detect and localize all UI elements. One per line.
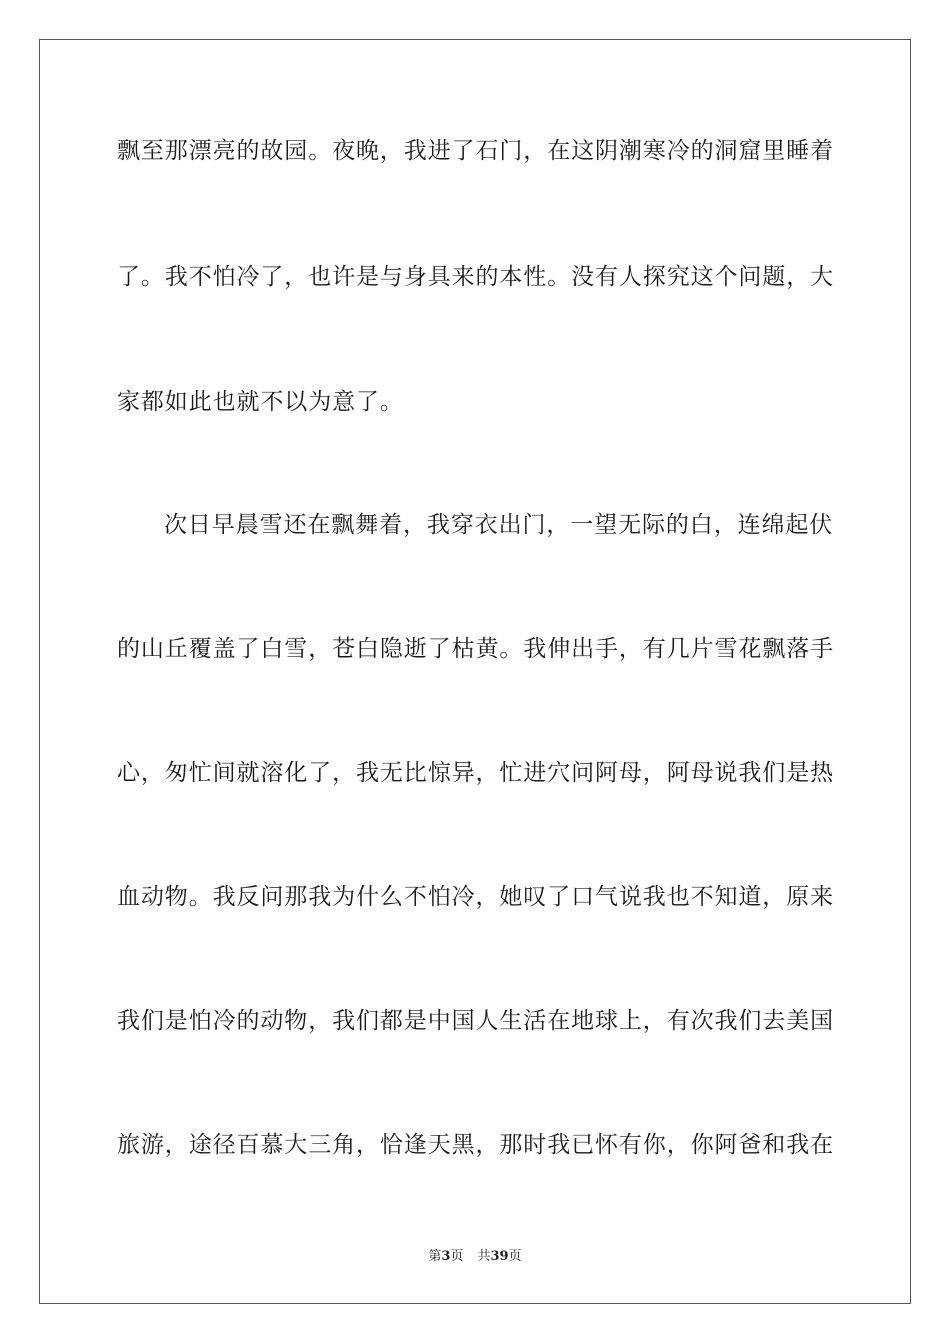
total-prefix: 共 [477, 1249, 491, 1264]
text-line-4-paragraph-start: 次日早晨雪还在飘舞着，我穿衣出门，一望无际的白，连绵起伏 [164, 512, 834, 538]
total-suffix: 页 [508, 1249, 522, 1264]
page-footer [0, 1248, 950, 1266]
text-line-5: 的山丘覆盖了白雪，苍白隐逝了枯黄。我伸出手，有几片雪花飘落手 [117, 636, 834, 662]
text-line-1: 飘至那漂亮的故园。夜晚，我进了石门，在这阴潮寒冷的洞窟里睡着 [117, 138, 834, 164]
text-line-6: 心，匆忙间就溶化了，我无比惊异，忙进穴问阿母，阿母说我们是热 [117, 760, 834, 786]
page-number: 3 [441, 1249, 451, 1264]
page-border [39, 39, 911, 1304]
text-line-3: 家都如此也就不以为意了。 [117, 389, 404, 415]
text-line-8: 我们是怕冷的动物，我们都是中国人生活在地球上，有次我们去美国 [117, 1008, 834, 1034]
text-line-7: 血动物。我反问那我为什么不怕冷，她叹了口气说我也不知道，原来 [117, 884, 834, 910]
total-pages: 39 [490, 1249, 509, 1264]
page-prefix: 第 [428, 1249, 442, 1264]
text-line-9: 旅游，途径百慕大三角，恰逢天黑，那时我已怀有你，你阿爸和我在 [117, 1132, 834, 1158]
text-line-2: 了。我不怕冷了，也许是与身具来的本性。没有人探究这个问题，大 [117, 264, 834, 290]
page-suffix: 页 [450, 1249, 464, 1264]
